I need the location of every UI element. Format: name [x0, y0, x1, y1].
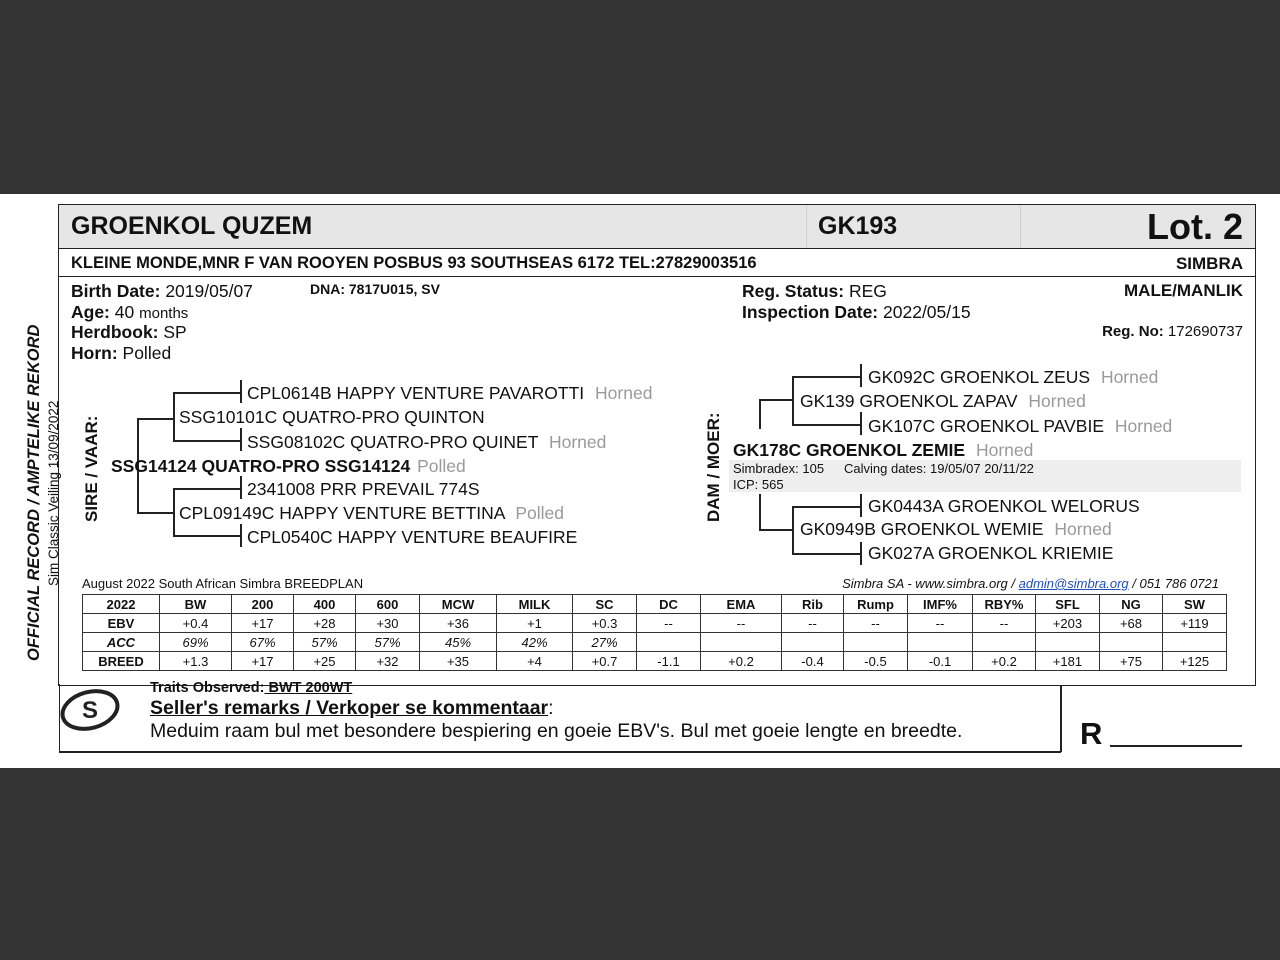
sire-horn: Polled: [417, 456, 466, 476]
table-cell: +125: [1163, 652, 1227, 671]
ddd-name: GK027A GROENKOL KRIEMIE: [868, 543, 1114, 563]
contact-suffix: / 051 786 0721: [1128, 576, 1219, 591]
ss-name: SSG10101C QUATRO-PRO QUINTON: [179, 407, 485, 427]
sire-dam-dam: [247, 527, 577, 548]
header-cell: SW: [1163, 595, 1227, 614]
dam-sire-sire: [868, 367, 1158, 388]
table-row-breed: [83, 652, 1227, 671]
dam-name: GK178C GROENKOL ZEMIE: [733, 440, 966, 460]
simbradex: Simbradex: 105: [733, 461, 825, 476]
sex: MALE/MANLIK: [1124, 281, 1243, 300]
table-cell: 45%: [420, 633, 497, 652]
table-cell: [1100, 633, 1163, 652]
header-cell: IMF%: [908, 595, 973, 614]
animal-name: GROENKOL QUZEM: [71, 212, 313, 240]
table-cell: [844, 633, 908, 652]
dam-sire: [800, 391, 1086, 412]
table-cell: 27%: [573, 633, 637, 652]
logo-letter: S: [81, 697, 99, 724]
dam-horn: Horned: [975, 440, 1034, 460]
birth-value: 2019/05/07: [165, 281, 253, 301]
ssd-name: SSG08102C QUATRO-PRO QUINET: [247, 432, 539, 452]
remarks-heading: Seller's remarks / Verkoper se kommentaar:: [150, 697, 554, 719]
table-cell: --: [973, 614, 1036, 633]
breedplan-caption: August 2022 South African Simbra BREEDPLAN: [82, 576, 364, 591]
reg-status-label: Reg. Status:: [742, 281, 845, 301]
sire-sire: [179, 407, 485, 428]
sire-name: SSG14124 QUATRO-PRO SSG14124: [111, 456, 411, 476]
lot-card: [0, 194, 1280, 768]
header-cell: SFL: [1036, 595, 1100, 614]
table-cell: +0.7: [573, 652, 637, 671]
table-cell: +119: [1163, 614, 1227, 633]
table-header-row: [83, 595, 1227, 614]
age-label: Age:: [71, 302, 110, 322]
dsd-name: GK107C GROENKOL PAVBIE: [868, 416, 1105, 436]
header-cell: SC: [573, 595, 637, 614]
table-cell: +4: [497, 652, 573, 671]
table-cell: +181: [1036, 652, 1100, 671]
ds-horn: Horned: [1028, 391, 1086, 411]
simbra-logo-icon: [60, 688, 124, 732]
dss-name: GK092C GROENKOL ZEUS: [868, 367, 1091, 387]
table-cell: -0.4: [782, 652, 844, 671]
animal-id: GK193: [818, 212, 898, 240]
table-cell: +17: [232, 614, 294, 633]
age-unit: months: [139, 305, 189, 322]
table-cell: +32: [356, 652, 420, 671]
dss-horn: Horned: [1100, 367, 1159, 387]
table-cell: 57%: [294, 633, 356, 652]
contact-line: [842, 576, 1219, 591]
sire-sire-dam: [247, 432, 606, 453]
price-line[interactable]: [1110, 745, 1242, 747]
remarks-text: Meduim raam bul met besondere bespiering en goeie EBV's. Bul met goeie lengte en breedte.: [150, 720, 963, 742]
table-cell: [701, 633, 782, 652]
sire-sire-sire: [247, 383, 652, 404]
header-cell: 400: [294, 595, 356, 614]
table-cell: +35: [420, 652, 497, 671]
table-cell: 67%: [232, 633, 294, 652]
birth-date: [71, 281, 253, 302]
dam-sire-dam: [868, 416, 1172, 437]
sss-horn: Horned: [595, 383, 653, 403]
header-cell: MILK: [497, 595, 573, 614]
traits-observed: [150, 680, 352, 696]
official-record-text: OFFICIAL RECORD / AMPTELIKE REKORD: [25, 324, 43, 661]
herdbook: [71, 322, 187, 343]
table-cell: +0.2: [973, 652, 1036, 671]
table-cell: +1: [497, 614, 573, 633]
calving-dates: Calving dates: 19/05/07 20/11/22: [844, 461, 1034, 476]
table-cell: [973, 633, 1036, 652]
header-cell: 200: [232, 595, 294, 614]
horn-value: Polled: [122, 343, 172, 363]
table-cell: [782, 633, 844, 652]
dna-info: DNA: 7817U015, SV: [310, 281, 440, 297]
sss-name: CPL0614B HAPPY VENTURE PAVAROTTI: [247, 383, 585, 403]
table-cell: 57%: [356, 633, 420, 652]
table-cell: --: [782, 614, 844, 633]
dam-label: DAM / MOER:: [704, 412, 723, 522]
table-cell: 42%: [497, 633, 573, 652]
reg-no: [1102, 323, 1243, 340]
icp: ICP: 565: [733, 477, 784, 492]
header-cell: Rib: [782, 595, 844, 614]
herdbook-label: Herdbook:: [71, 322, 159, 342]
reg-status-value: REG: [848, 281, 887, 301]
price-prefix: R: [1080, 716, 1103, 751]
table-cell: -1.1: [637, 652, 701, 671]
header-cell: 600: [356, 595, 420, 614]
sire-dam: [179, 503, 564, 524]
inspection-label: Inspection Date:: [742, 302, 879, 322]
sdd-name: CPL0540C HAPPY VENTURE BEAUFIRE: [247, 527, 578, 547]
table-cell: [637, 633, 701, 652]
breedplan-table: [82, 594, 1227, 671]
header-cell: EMA: [701, 595, 782, 614]
table-cell: +203: [1036, 614, 1100, 633]
contact-email-link[interactable]: admin@simbra.org: [1018, 576, 1129, 591]
table-cell: -0.5: [844, 652, 908, 671]
table-cell: EBV: [83, 614, 160, 633]
sale-text: Sim Classic Veiling 13/09/2022: [46, 400, 61, 586]
reg-no-label: Reg. No:: [1102, 323, 1164, 340]
sd-name: CPL09149C HAPPY VENTURE BETTINA: [179, 503, 505, 523]
horn-label: Horn:: [71, 343, 118, 363]
header-cell: RBY%: [973, 595, 1036, 614]
table-cell: +0.4: [160, 614, 232, 633]
sire-dam-sire: [247, 479, 480, 500]
table-cell: --: [908, 614, 973, 633]
table-cell: +30: [356, 614, 420, 633]
inspection-value: 2022/05/15: [883, 302, 971, 322]
table-cell: --: [844, 614, 908, 633]
header-cell: DC: [637, 595, 701, 614]
table-cell: -0.1: [908, 652, 973, 671]
header-cell: NG: [1100, 595, 1163, 614]
age: [71, 302, 188, 323]
dam-dam-dam: [868, 543, 1113, 564]
header-cell: BW: [160, 595, 232, 614]
table-cell: ACC: [83, 633, 160, 652]
breed-name: SIMBRA: [1175, 254, 1243, 273]
sire-label: SIRE / VAAR:: [82, 415, 101, 522]
table-cell: --: [637, 614, 701, 633]
dd-horn: Horned: [1054, 519, 1112, 539]
table-cell: +75: [1100, 652, 1163, 671]
horn: [71, 343, 171, 364]
traits-value: BWT 200WT: [264, 680, 353, 696]
dam-dam-sire: [868, 496, 1140, 517]
header-cell: Rump: [844, 595, 908, 614]
dam: [733, 440, 1033, 461]
table-cell: +17: [232, 652, 294, 671]
dam-dam: [800, 519, 1112, 540]
table-cell: [1163, 633, 1227, 652]
reg-no-value: 172690737: [1167, 323, 1243, 340]
traits-label: Traits Observed:: [150, 680, 265, 696]
table-cell: [908, 633, 973, 652]
age-value: 40: [114, 302, 135, 322]
header-cell: 2022: [83, 595, 160, 614]
ssd-horn: Horned: [548, 432, 607, 452]
table-cell: +25: [294, 652, 356, 671]
contact-prefix: Simbra SA - www.simbra.org /: [842, 576, 1019, 591]
table-cell: +0.3: [573, 614, 637, 633]
lot-number: Lot. 2: [1147, 206, 1243, 247]
table-cell: +68: [1100, 614, 1163, 633]
dds-name: GK0443A GROENKOL WELORUS: [868, 496, 1140, 516]
table-cell: +0.2: [701, 652, 782, 671]
reg-status: [742, 281, 887, 302]
table-cell: BREED: [83, 652, 160, 671]
ds-name: GK139 GROENKOL ZAPAV: [800, 391, 1018, 411]
dsd-horn: Horned: [1114, 416, 1173, 436]
table-cell: 69%: [160, 633, 232, 652]
table-cell: [1036, 633, 1100, 652]
table-cell: --: [701, 614, 782, 633]
owner-line: KLEINE MONDE,MNR F VAN ROOYEN POSBUS 93 SOUTHSEAS 6172 TEL:27829003516: [71, 254, 757, 272]
herdbook-value: SP: [163, 322, 187, 342]
birth-label: Birth Date:: [71, 281, 161, 301]
table-cell: +36: [420, 614, 497, 633]
table-row-acc: [83, 633, 1227, 652]
table-cell: +28: [294, 614, 356, 633]
remarks-heading-text: Seller's remarks / Verkoper se kommentaar: [150, 697, 549, 719]
dd-name: GK0949B GROENKOL WEMIE: [800, 519, 1044, 539]
table-row-ebv: [83, 614, 1227, 633]
sire: [111, 456, 466, 477]
header-cell: MCW: [420, 595, 497, 614]
sd-horn: Polled: [515, 503, 565, 523]
sds-name: 2341008 PRR PREVAIL 774S: [247, 479, 480, 499]
inspection-date: [742, 302, 971, 323]
table-cell: +1.3: [160, 652, 232, 671]
